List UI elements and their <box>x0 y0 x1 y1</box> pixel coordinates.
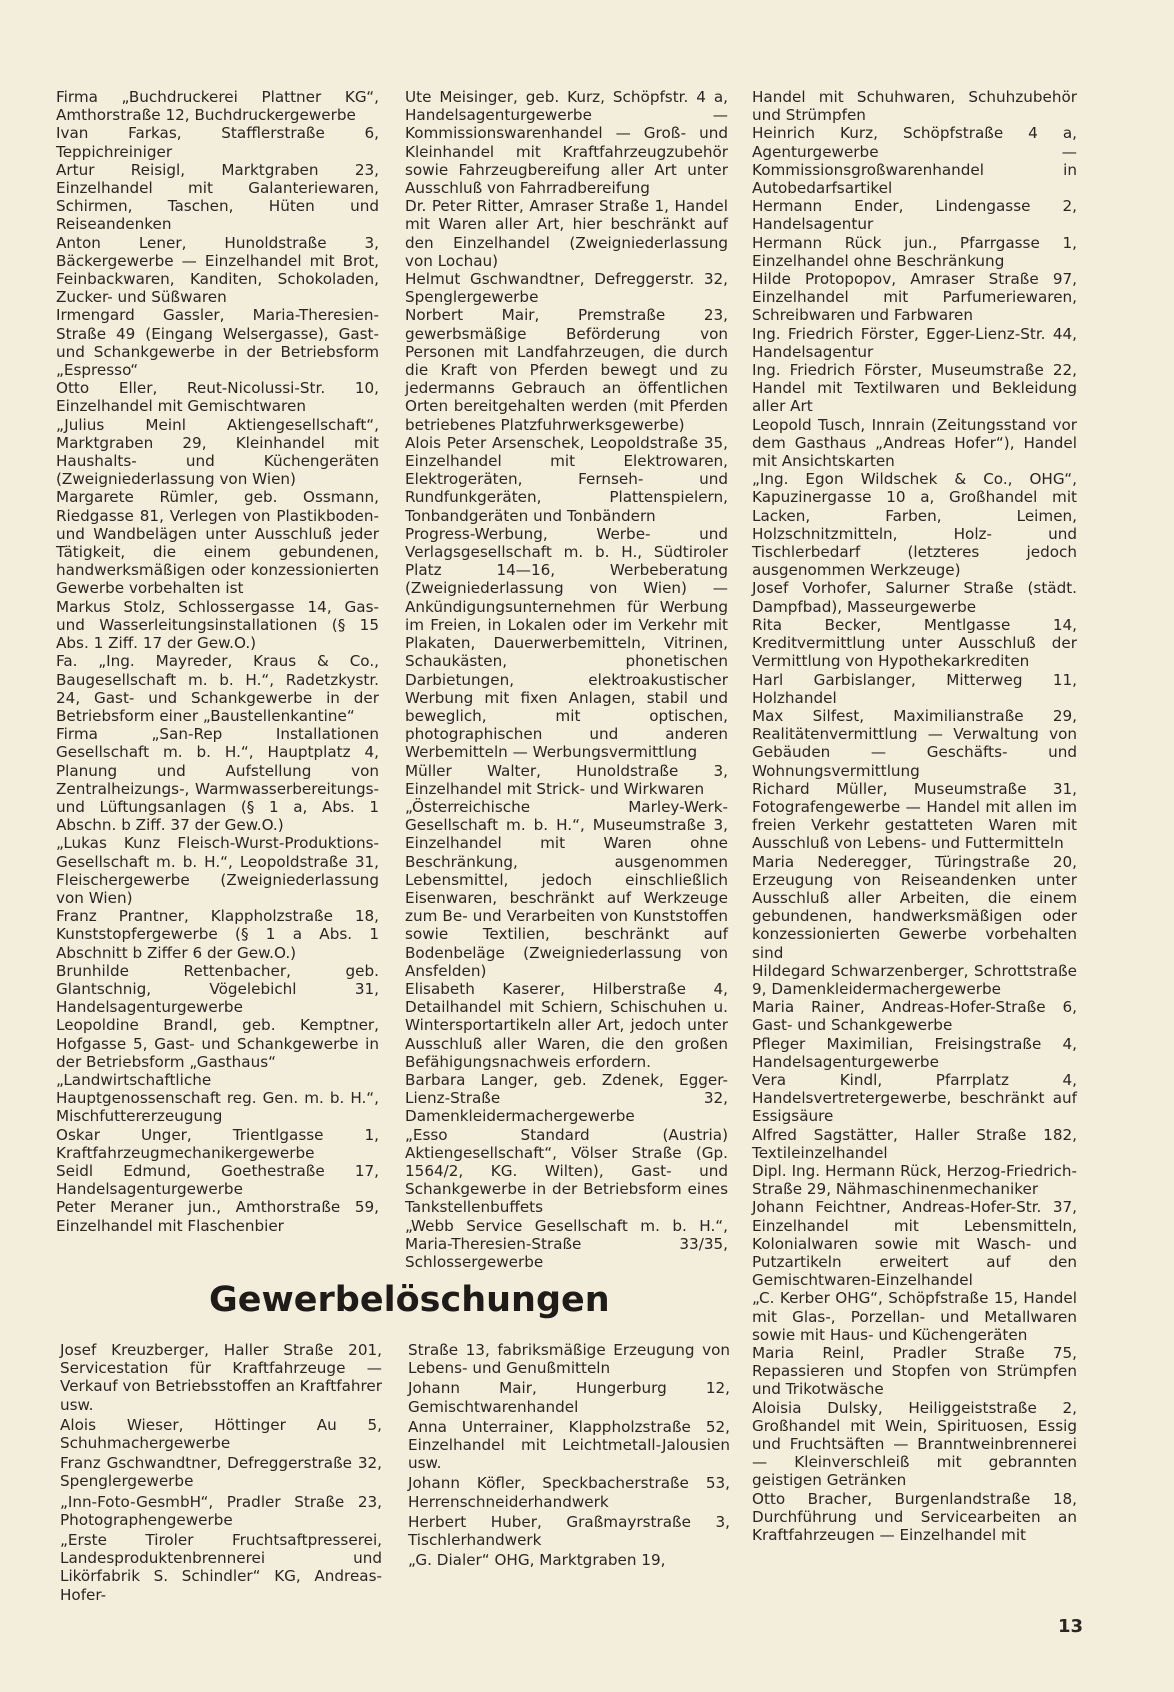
entry: Seidl Edmund, Goethestraße 17, Handelsagenturgewerbe <box>56 1161 379 1199</box>
entry: Aloisia Dulsky, Heiliggeiststraße 2, Großhandel mit Wein, Spirituosen, Essig und Fruchtsäften — Branntweinbrennerei — Kleinverschleiß mit gebrannten geistigen Getränken <box>752 1398 1077 1490</box>
entry: Maria Reinl, Pradler Straße 75, Repassieren und Stopfen von Strümpfen und Trikotwäsche <box>752 1344 1077 1399</box>
entry: „Landwirtschaftliche Hauptgenossenschaft reg. Gen. m. b. H.“, Mischfuttererzeugung <box>56 1070 379 1126</box>
entry: Alois Wieser, Höttinger Au 5, Schuhmachergewerbe <box>60 1415 382 1453</box>
entry: Harl Garbislanger, Mitterweg 11, Holzhandel <box>752 670 1077 707</box>
entry: Fa. „Ing. Mayreder, Kraus & Co., Baugesellschaft m. b. H.“, Radetzkystr. 24, Gast- und Schankgewerbe in der Betriebsform einer „Baustellenkantine“ <box>56 652 379 725</box>
entry: Dr. Peter Ritter, Amraser Straße 1, Handel mit Waren aller Art, hier beschränkt auf den Einzelhandel (Zweigniederlassung von Lochau) <box>405 197 728 270</box>
entry: „Österreichische Marley-Werk-Gesellschaft m. b. H.“, Museumstraße 3, Einzelhandel mit Waren ohne Beschränkung, ausgenommen Lebensmittel, jedoch einschließlich Eisenwaren, beschränkt auf Werkzeuge zum Be- und Verarbeiten von Kunststoffen sowie Textilien, beschränkt auf Bodenbeläge (Zweigniederlassung von Ansfelden) <box>405 797 728 980</box>
entry: Maria Nederegger, Türingstraße 20, Erzeugung von Reiseandenken unter Ausschluß aller Arbeiten, die einem gebundenen, handwerksmäßigen oder konzessionierten Gewerbe vorbehalten sind <box>752 852 1077 962</box>
entry: Franz Prantner, Klappholzstraße 18, Kunststopfergewerbe (§ 1 a Abs. 1 Abschnitt b Ziffer 6 der Gew.O.) <box>56 907 379 962</box>
entry: Josef Vorhofer, Salurner Straße (städt. Dampfbad), Masseurgewerbe <box>752 579 1077 616</box>
entry: Anton Lener, Hunoldstraße 3, Bäckergewerbe — Einzelhandel mit Brot, Feinbackwaren, Kanditen, Schokoladen, Zucker- und Süßwaren <box>56 233 379 307</box>
entry: Maria Rainer, Andreas-Hofer-Straße 6, Gast- und Schankgewerbe <box>752 998 1077 1035</box>
entry: Johann Feichtner, Andreas-Hofer-Str. 37, Einzelhandel mit Lebensmitteln, Kolonialwaren sowie mit Wasch- und Putzartikeln erweitert auf den Gemischtwaren-Einzelhandel <box>752 1198 1077 1290</box>
entry: „G. Dialer“ OHG, Marktgraben 19, <box>408 1551 666 1570</box>
entry: Johann Mair, Hungerburg 12, Gemischtwarenhandel <box>408 1379 730 1416</box>
entry: Margarete Rümler, geb. Ossmann, Riedgasse 81, Verlegen von Plastikboden- und Wandbelägen unter Ausschluß jeder Tätigkeit, die einem gebundenen, handwerksmäßigen oder konzessionierten Gewerbe vorbehalten ist <box>56 488 379 598</box>
entry: Artur Reisigl, Marktgraben 23, Einzelhandel mit Galanteriewaren, Schirmen, Taschen, Hüten und Reiseandenken <box>56 160 379 234</box>
entry: Müller Walter, Hunoldstraße 3, Einzelhandel mit Strick- und Wirkwaren <box>405 761 728 798</box>
entry: Ing. Friedrich Förster, Egger-Lienz-Str. 44, Handelsagentur <box>752 324 1077 361</box>
column-4 <box>60 1341 382 1606</box>
column-2 <box>405 88 728 1271</box>
entry: Handel mit Schuhwaren, Schuhzubehör und Strümpfen <box>752 88 1077 125</box>
entry: Richard Müller, Museumstraße 31, Fotografengewerbe — Handel mit allen im freien Verkehr gestatteten Waren mit Ausschluß von Lebens- und Futtermitteln <box>752 779 1077 853</box>
column-3 <box>752 88 1077 1544</box>
entry: Brunhilde Rettenbacher, geb. Glantschnig, Vögelebichl 31, Handelsagenturgewerbe <box>56 961 379 1017</box>
entry: Progress-Werbung, Werbe- und Verlagsgesellschaft m. b. H., Südtiroler Platz 14—16, Werbeberatung (Zweigniederlassung von Wien) — Ankündigungsunternehmen für Werbung im Freien, in Lokalen oder im Verkehr mit Plakaten, Dauerwerbemitteln, Vitrinen, Schaukästen, phonetischen Darbietungen, elektroakustischer Werbung mit fixen Anlagen, stabil und beweglich, mit optischen, photographischen und anderen Werbemitteln — Werbungsvermittlung <box>405 524 728 762</box>
entry: Alfred Sagstätter, Haller Straße 182, Textileinzelhandel <box>752 1125 1077 1162</box>
entry: Barbara Langer, geb. Zdenek, Egger-Lienz-Straße 32, Damenkleidermachergewerbe <box>405 1070 728 1126</box>
entry: Rita Becker, Mentlgasse 14, Kreditvermittlung unter Ausschluß der Vermittlung von Hypothekarkrediten <box>752 615 1077 671</box>
entry: Peter Meraner jun., Amthorstraße 59, Einzelhandel mit Flaschenbier <box>56 1198 379 1235</box>
entry: Leopoldine Brandl, geb. Kemptner, Hofgasse 5, Gast- und Schankgewerbe in der Betriebsform „Gasthaus“ <box>56 1016 379 1071</box>
entry: Elisabeth Kaserer, Hilberstraße 4, Detailhandel mit Schiern, Schischuhen u. Wintersportartikeln aller Art, jedoch unter Ausschluß aller Waren, die den großen Befähigungsnachweis erfordern. <box>405 979 728 1071</box>
entry: Hermann Rück jun., Pfarrgasse 1, Einzelhandel ohne Beschränkung <box>752 233 1077 270</box>
entry: Dipl. Ing. Hermann Rück, Herzog-Friedrich-Straße 29, Nähmaschinenmechaniker <box>752 1161 1077 1199</box>
entry: Herbert Huber, Graßmayrstraße 3, Tischlerhandwerk <box>408 1512 730 1550</box>
entry: „Julius Meinl Aktiengesellschaft“, Marktgraben 29, Kleinhandel mit Haushalts- und Küchengeräten (Zweigniederlassung von Wien) <box>56 415 379 489</box>
column-1 <box>56 88 379 1235</box>
entry: Firma „Buchdruckerei Plattner KG“, Amthorstraße 12, Buchdruckergewerbe <box>56 88 379 125</box>
entry: Max Silfest, Maximilianstraße 29, Realitätenvermittlung — Verwaltung von Gebäuden — Geschäfts- und Wohnungsvermittlung <box>752 706 1077 780</box>
entry: Alois Peter Arsenschek, Leopoldstraße 35, Einzelhandel mit Elektrowaren, Elektrogeräten, Fernseh- und Rundfunkgeräten, Plattenspielern, Tonbandgeräten und Tonbändern <box>405 433 728 525</box>
section-heading: Gewerbelöschungen <box>209 1280 610 1320</box>
entry: Josef Kreuzberger, Haller Straße 201, Servicestation für Kraftfahrzeuge — Verkauf von Betriebsstoffen an Kraftfahrer usw. <box>60 1341 382 1414</box>
entry: „Esso Standard (Austria) Aktiengesellschaft“, Völser Straße (Gp. 1564/2, KG. Wilten), Gast- und Schankgewerbe in der Betriebsform eines Tankstellenbuffets <box>405 1125 728 1217</box>
entry: Franz Gschwandtner, Defreggerstraße 32, Spenglergewerbe <box>60 1454 382 1491</box>
entry: Anna Unterrainer, Klappholzstraße 52, Einzelhandel mit Leichtmetall-Jalousien usw. <box>408 1417 730 1473</box>
entry: Leopold Tusch, Innrain (Zeitungsstand vor dem Gasthaus „Andreas Hofer“), Handel mit Ansichtskarten <box>752 415 1077 471</box>
entry: Vera Kindl, Pfarrplatz 4, Handelsvertretergewerbe, beschränkt auf Essigsäure <box>752 1070 1077 1126</box>
entry: „Erste Tiroler Fruchtsaftpresserei, Landesproduktenbrennerei und Likörfabrik S. Schindler“ KG, Andreas-Hofer- <box>60 1531 382 1604</box>
entry: Otto Bracher, Burgenlandstraße 18, Durchführung und Servicearbeiten an Kraftfahrzeugen — Einzelhandel mit <box>752 1489 1077 1545</box>
entry: „C. Kerber OHG“, Schöpfstraße 15, Handel mit Glas-, Porzellan- und Metallwaren sowie mit Haus- und Küchengeräten <box>752 1289 1077 1344</box>
page-number: 13 <box>1058 1616 1084 1637</box>
entry: Helmut Gschwandtner, Defreggerstr. 32, Spenglergewerbe <box>405 270 728 307</box>
entry: „Inn-Foto-GesmbH“, Pradler Straße 23, Photographengewerbe <box>60 1492 382 1529</box>
entry: Markus Stolz, Schlossergasse 14, Gas- und Wasserleitungsinstallationen (§ 15 Abs. 1 Ziff. 17 der Gew.O.) <box>56 597 379 653</box>
entry: Ivan Farkas, Stafflerstraße 6, Teppichreiniger <box>56 124 379 161</box>
entry: Oskar Unger, Trientlgasse 1, Kraftfahrzeugmechanikergewerbe <box>56 1125 379 1162</box>
entry: Hilde Protopopov, Amraser Straße 97, Einzelhandel mit Parfumeriewaren, Schreibwaren und Farbwaren <box>752 270 1077 325</box>
entry: Hildegard Schwarzenberger, Schrottstraße 9, Damenkleidermachergewerbe <box>752 961 1077 998</box>
entry: Irmengard Gassler, Maria-Theresien-Straße 49 (Eingang Welsergasse), Gast- und Schankgewerbe in der Betriebsform „Espresso“ <box>56 306 379 380</box>
entry: Hermann Ender, Lindengasse 2, Handelsagentur <box>752 197 1077 234</box>
entry: Ing. Friedrich Förster, Museumstraße 22, Handel mit Textilwaren und Bekleidung aller Art <box>752 361 1077 416</box>
entry: Otto Eller, Reut-Nicolussi-Str. 10, Einzelhandel mit Gemischtwaren <box>56 379 379 416</box>
entry: „Lukas Kunz Fleisch-Wurst-Produktions-Gesellschaft m. b. H.“, Leopoldstraße 31, Fleischergewerbe (Zweigniederlassung von Wien) <box>56 834 379 907</box>
entry: „Ing. Egon Wildschek & Co., OHG“, Kapuzinergasse 10 a, Großhandel mit Lacken, Farben, Leimen, Holzschnitzmitteln, Holz- und Tischlerbedarf (letzteres jedoch ausgenommen Werkzeuge) <box>752 470 1077 580</box>
entry: Pfleger Maximilian, Freisingstraße 4, Handelsagenturgewerbe <box>752 1034 1077 1071</box>
entry: Firma „San-Rep Installationen Gesellschaft m. b. H.“, Hauptplatz 4, Planung und Aufstellung von Zentralheizungs-, Warmwasserbereitungs- und Lüftungsanlagen (§ 1 a, Abs. 1 Abschn. b Ziff. 37 der Gew.O.) <box>56 725 379 835</box>
entry: „Webb Service Gesellschaft m. b. H.“, Maria-Theresien-Straße 33/35, Schlossergewerbe <box>405 1216 728 1271</box>
entry: Johann Köfler, Speckbacherstraße 53, Herrenschneiderhandwerk <box>408 1474 730 1511</box>
entry: Ute Meisinger, geb. Kurz, Schöpfstr. 4 a, Handelsagenturgewerbe — Kommissionswarenhandel — Groß- und Kleinhandel mit Kraftfahrzeugzubehör sowie Fahrzeugbereifung aller Art unter Ausschluß von Fahrradbereifung <box>405 88 728 198</box>
entry: Heinrich Kurz, Schöpfstraße 4 a, Agenturgewerbe — Kommissionsgroßwarenhandel in Autobedarfsartikel <box>752 124 1077 198</box>
entry: Norbert Mair, Premstraße 23, gewerbsmäßige Beförderung von Personen mit Landfahrzeugen, die durch die Kraft von Pferden bewegt und zu jedermanns Gebrauch an öffentlichen Orten bereitgehalten werden (mit Pferden betriebenes Platzfuhrwerksgewerbe) <box>405 306 728 434</box>
column-5 <box>408 1341 730 1571</box>
entry: Straße 13, fabriksmäßige Erzeugung von Lebens- und Genußmitteln <box>408 1341 730 1378</box>
